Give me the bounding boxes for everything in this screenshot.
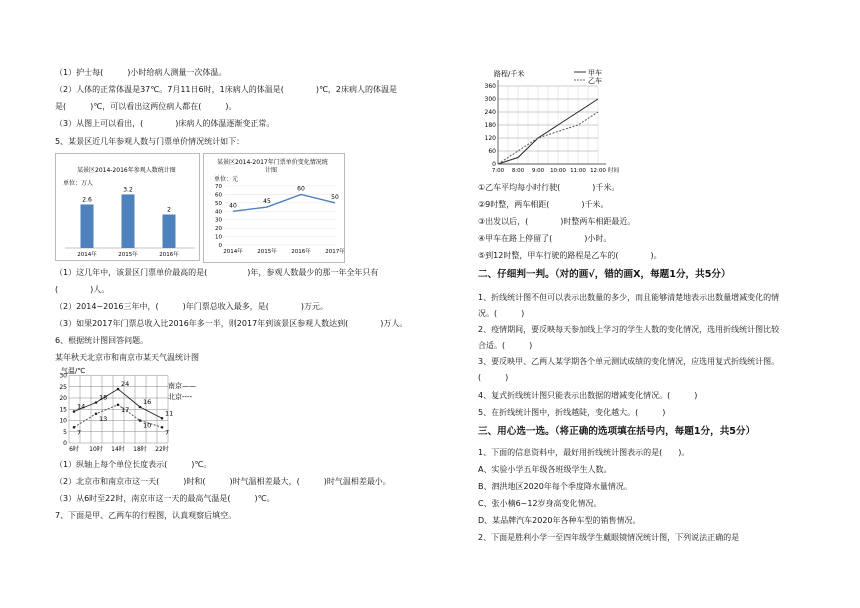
travel-ytick: 0 xyxy=(492,161,496,168)
q5-title: 5、某景区近几年参观人数与门票单价情况统计如下： xyxy=(55,137,245,146)
travel-xtick-5: 12:00 xyxy=(590,168,606,174)
price-category-2: 2016年 xyxy=(291,249,311,255)
travel-xtick-0: 7:00 xyxy=(491,168,505,174)
temp-value-label: 7 xyxy=(77,428,82,437)
temp-point-1-1 xyxy=(95,412,98,415)
price-ytick: 40 xyxy=(215,209,222,216)
temp-value-label: 13 xyxy=(99,414,108,423)
temp-point-0-2 xyxy=(117,388,120,391)
price-ytick: 20 xyxy=(215,226,222,233)
temp-point-1-4 xyxy=(161,426,164,429)
travel-ytick: 300 xyxy=(484,96,496,103)
temp-chart-title: 某年秋天北京市和南京市某天气温统计图 xyxy=(55,353,199,362)
temp-xtick-2: 14时 xyxy=(111,446,125,453)
price-ytick: 70 xyxy=(215,184,222,190)
price-category-1: 2015年 xyxy=(257,249,277,255)
judge-2a: 2、疫情期间，要反映每天参加线上学习的学生人数的变化情况，选用折线统计图比较 xyxy=(478,325,780,334)
temp-ytick: 20 xyxy=(59,395,67,402)
bar-0 xyxy=(81,204,94,248)
temp-ylabel: 气温/℃ xyxy=(61,367,86,375)
price-label-0: 40 xyxy=(229,202,237,210)
travel-ytick: 240 xyxy=(484,109,496,116)
bar-2 xyxy=(163,215,176,249)
bar-label-0: 2.6 xyxy=(82,196,92,204)
travel-line-chart xyxy=(478,66,628,178)
q4-2a: （2）人体的正常体温是37℃。7月11日6时，1床病人的体温是( )℃，2床病人的体温是 xyxy=(55,85,398,94)
q7-4: ④甲车在路上停留了( )小时。 xyxy=(478,234,612,243)
choice-1-b: B、泗洪地区2020年每个季度降水量情况。 xyxy=(478,482,632,491)
temp-value-label: 18 xyxy=(99,393,108,402)
temp-point-0-4 xyxy=(161,417,164,420)
q7-2: ②9时整，两车相距( )千米。 xyxy=(478,200,609,209)
travel-ylabel: 路程/千米 xyxy=(494,70,525,78)
line-chart-unit: 单位：元 xyxy=(214,176,239,183)
temp-ytick: 30 xyxy=(59,372,67,380)
price-label-3: 50 xyxy=(331,193,339,201)
travel-ytick: 120 xyxy=(484,135,496,142)
bar-label-1: 3.2 xyxy=(123,186,133,194)
line-chart-title: 某景区2014-2017年门票单价变化情况统 xyxy=(217,159,328,166)
price-ytick: 60 xyxy=(215,192,222,199)
temp-xtick-3: 18时 xyxy=(133,446,147,453)
price-category-0: 2014年 xyxy=(223,249,243,255)
legend-beijing: 北京---- xyxy=(168,393,193,401)
choice-1: 1、下面的信息资料中，最好用折线统计图表示的是( )。 xyxy=(478,448,690,457)
judge-1b: 况。( ) xyxy=(478,309,525,318)
travel-xtick-4: 11:00 xyxy=(570,168,586,174)
temp-ytick: 25 xyxy=(59,383,67,391)
attendance-bar-chart xyxy=(55,153,200,261)
temp-point-1-2 xyxy=(117,403,120,406)
temperature-line-chart xyxy=(55,363,215,455)
choice-2: 2、下面是胜利小学一至四年级学生戴眼镜情况统计图，下列说法正确的是 xyxy=(478,533,740,542)
q6-3: （3）从6时至22时，南京市这一天的最高气温是( )℃。 xyxy=(55,494,275,503)
temp-value-label: 17 xyxy=(121,405,130,414)
travel-xtick-2: 9:00 xyxy=(531,168,545,174)
section-3-heading: 三、用心选一选。（将正确的选项填在括号内，每题1分，共5分） xyxy=(478,426,756,437)
q6-title: 6、根据统计图回答问题。 xyxy=(55,336,149,345)
temp-value-label: 14 xyxy=(77,402,86,411)
section-2-heading: 二、仔细判一判。（对的画√，错的画X，每题1分，共5分） xyxy=(478,269,731,280)
bar-chart-unit: 单位：万人 xyxy=(63,180,94,187)
temp-ytick: 15 xyxy=(59,406,67,414)
q7-3: ③出发以后，( )时整两车相距最近。 xyxy=(478,217,636,226)
legend-jia: 甲车 xyxy=(588,69,602,77)
q6-1: （1）纵轴上每个单位长度表示( )℃。 xyxy=(55,460,212,469)
judge-3b: ( ) xyxy=(478,373,509,382)
q5-1b: ( )人。 xyxy=(55,285,110,294)
legend-yi: 乙车 xyxy=(588,77,602,85)
price-label-2: 60 xyxy=(297,185,305,193)
q4-2b: 是( )℃，可以看出这两位病人都在( )。 xyxy=(55,102,237,111)
price-ytick: 0 xyxy=(218,243,222,249)
travel-ytick: 60 xyxy=(488,148,496,155)
bar-1 xyxy=(122,194,135,248)
travel-xtick-1: 8:00 xyxy=(511,168,525,174)
judge-3a: 3、要反映甲、乙两人某学期各个单元测试成绩的变化情况，应选用复式折线统计图。 xyxy=(478,357,780,366)
line-chart-title-2: 计图 xyxy=(265,167,278,174)
price-ytick: 30 xyxy=(215,217,222,224)
bar-category-2: 2016年 xyxy=(159,252,179,258)
q5-1a: （1）这几年中，该景区门票单价最高的是( )年，参观人数最少的那一年全年只有 xyxy=(55,268,379,277)
bar-category-1: 2015年 xyxy=(118,252,138,258)
q7-title: 7、下面是甲、乙两车的行程图，认真观察后填空。 xyxy=(55,511,237,520)
choice-1-a: A、实验小学五年级各班级学生人数。 xyxy=(478,465,612,474)
travel-ytick: 180 xyxy=(484,122,496,129)
price-ytick: 50 xyxy=(215,200,222,207)
temp-point-0-0 xyxy=(73,410,76,413)
q5-2: （2）2014~2016三年中，( )年门票总收入最多，是( )万元。 xyxy=(55,302,328,311)
temp-point-0-3 xyxy=(139,406,142,409)
choice-1-c: C、张小楠6~12岁身高变化情况。 xyxy=(478,499,602,508)
temp-xtick-1: 10时 xyxy=(89,446,103,453)
q7-5: ⑤到12时整，甲车行驶的路程是乙车的( )。 xyxy=(478,251,662,260)
temp-xtick-4: 22时 xyxy=(155,446,169,453)
q5-3: （3）如果2017年门票总收入比2016年多一半，则2017年到该景区参观人数达到( )万人。 xyxy=(55,319,408,328)
temp-ytick: 10 xyxy=(59,417,67,425)
q7-1: ①乙车平均每小时行驶( )千米。 xyxy=(478,183,620,192)
temp-ytick: 5 xyxy=(63,428,67,436)
price-category-3: 2017年 xyxy=(325,249,345,255)
bar-chart-title: 某景区2014-2016年参观人数统计图 xyxy=(77,167,176,174)
temp-value-label: 10 xyxy=(143,421,152,430)
temp-point-1-3 xyxy=(139,419,142,422)
temp-value-label: 11 xyxy=(165,409,174,418)
temp-xtick-0: 6时 xyxy=(69,446,79,453)
price-label-1: 45 xyxy=(263,198,271,206)
judge-5: 5、在折线统计图中，折线越陡，变化越大。( ) xyxy=(478,408,666,417)
choice-1-d: D、某品牌汽车2020年各种车型的销售情况。 xyxy=(478,516,641,525)
price-ytick: 10 xyxy=(215,234,222,241)
legend-nanjing: 南京—— xyxy=(168,382,196,390)
temp-point-0-1 xyxy=(95,401,98,404)
travel-xlabel: 时间 xyxy=(608,168,620,174)
temp-value-label: 16 xyxy=(143,398,152,406)
q4-3: （3）从图上可以看出，( )床病人的体温逐渐变正常。 xyxy=(55,119,275,128)
judge-2b: 合适。( ) xyxy=(478,341,533,350)
travel-xtick-3: 10:00 xyxy=(550,168,566,174)
judge-1a: 1、折线统计图不但可以表示出数量的多少，而且能够清楚地表示出数量增减变化的情 xyxy=(478,293,780,302)
judge-4: 4、复式折线统计图只能表示出数据的增减变化情况。( ) xyxy=(478,391,698,400)
temp-value-label: 24 xyxy=(121,380,130,388)
temp-ytick: 0 xyxy=(63,440,67,447)
bar-label-2: 2 xyxy=(167,206,171,214)
q6-2: （2）北京市和南京市这一天( )时和( )时气温相差最大，( )时气温相差最小。 xyxy=(55,477,391,486)
bar-category-0: 2014年 xyxy=(77,252,97,258)
travel-ytick: 360 xyxy=(484,83,496,90)
q4-1: （1）护士每( )小时给病人测量一次体温。 xyxy=(55,68,227,77)
price-line-chart xyxy=(203,153,345,263)
temp-value-label: 7 xyxy=(165,428,170,437)
temp-point-1-0 xyxy=(73,426,76,429)
